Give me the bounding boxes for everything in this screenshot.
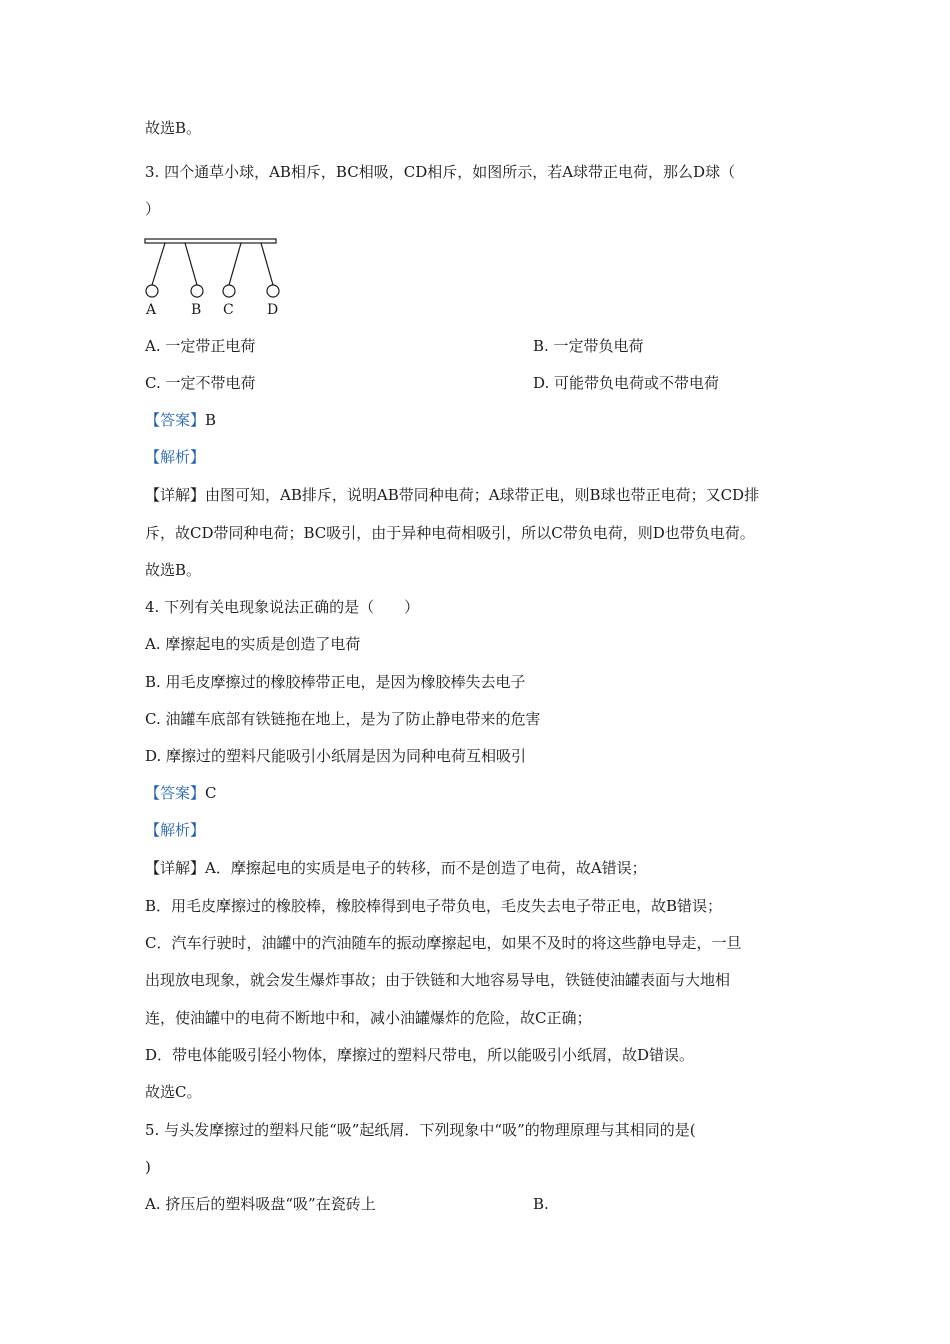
string-a (152, 243, 165, 285)
ball-a (146, 285, 158, 297)
ball-d (267, 285, 279, 297)
q4-option-a: A. 摩擦起电的实质是创造了电荷 (145, 635, 361, 653)
label-a: A (146, 302, 157, 318)
suspension-bar (145, 239, 276, 243)
q4-stem: 4. 下列有关电现象说法正确的是（ ） (145, 598, 420, 616)
detail-tag: 【详解】 (145, 859, 206, 877)
answer-tag: 【答案】 (145, 411, 206, 429)
q3-analysis-tag (145, 447, 205, 467)
q3-option-d: D. 可能带负电荷或不带电荷 (533, 374, 720, 392)
q4-detail-c-line3: 连，使油罐中的电荷不断地中和，减小油罐爆炸的危险，故C正确； (145, 1009, 592, 1027)
q4-analysis-tag (145, 820, 205, 840)
q3-stem-line1: 3. 四个通草小球，AB相斥，BC相吸，CD相斥，如图所示，若A球带正电荷，那么D球（ (145, 163, 736, 181)
q4-detail-a (145, 858, 647, 878)
detail-tag: 【详解】 (145, 486, 206, 504)
q4-option-b: B. 用毛皮摩擦过的橡胶棒带正电，是因为橡胶棒失去电子 (145, 673, 526, 691)
pith-balls-figure (140, 232, 290, 322)
detail-text: 由图可知，AB排斥，说明AB带同种电荷；A球带正电，则B球也带正电荷；又CD排 (205, 486, 760, 504)
string-c (229, 243, 241, 285)
answer-value: C (205, 784, 217, 802)
q4-option-c: C. 油罐车底部有铁链拖在地上，是为了防止静电带来的危害 (145, 710, 541, 728)
q4-detail-c-line2: 出现放电现象，就会发生爆炸事故；由于铁链和大地容易导电，铁链使油罐表面与大地相 (145, 971, 731, 989)
answer-tag: 【答案】 (145, 784, 206, 802)
analysis-tag: 【解析】 (145, 821, 206, 839)
q3-answer (145, 410, 216, 430)
label-d: D (267, 302, 279, 318)
answer-value: B (205, 411, 217, 429)
q5-stem-line2: ) (145, 1158, 151, 1176)
q4-conclusion: 故选C。 (145, 1083, 202, 1101)
q4-option-d: D. 摩擦过的塑料尺能吸引小纸屑是因为同种电荷互相吸引 (145, 747, 527, 765)
ball-c (223, 285, 235, 297)
q4-detail-b: B．用毛皮摩擦过的橡胶棒，橡胶棒得到电子带负电，毛皮失去电子带正电，故B错误； (145, 897, 723, 915)
q3-conclusion: 故选B。 (145, 561, 202, 579)
q3-option-c: C. 一定不带电荷 (145, 374, 256, 392)
q3-option-b: B. 一定带负电荷 (533, 337, 644, 355)
q3-detail-line2: 斥，故CD带同种电荷；BC吸引，由于异种电荷相吸引，所以C带负电荷，则D也带负电荷。 (145, 524, 755, 542)
q5-option-a: A. 挤压后的塑料吸盘“吸”在瓷砖上 (145, 1195, 376, 1213)
q4-detail-c-line1: C．汽车行驶时，油罐中的汽油随车的振动摩擦起电，如果不及时的将这些静电导走，一旦 (145, 934, 742, 952)
string-b (185, 243, 197, 285)
label-c: C (223, 302, 234, 318)
q4-answer (145, 783, 217, 803)
detail-text: A．摩擦起电的实质是电子的转移，而不是创造了电荷，故A错误； (205, 859, 647, 877)
q3-stem-line2: ） (145, 200, 161, 218)
q5-option-b: B. (533, 1195, 549, 1213)
analysis-tag: 【解析】 (145, 448, 206, 466)
q4-detail-d: D．带电体能吸引轻小物体，摩擦过的塑料尺带电，所以能吸引小纸屑，故D错误。 (145, 1046, 695, 1064)
label-b: B (191, 302, 202, 318)
string-d (261, 243, 273, 285)
q3-detail-line1 (145, 485, 759, 505)
q3-option-a: A. 一定带正电荷 (145, 337, 256, 355)
q5-stem-line1: 5. 与头发摩擦过的塑料尺能“吸”起纸屑．下列现象中“吸”的物理原理与其相同的是( (145, 1121, 696, 1139)
conclusion-q2: 故选B。 (145, 119, 202, 137)
ball-b (191, 285, 203, 297)
